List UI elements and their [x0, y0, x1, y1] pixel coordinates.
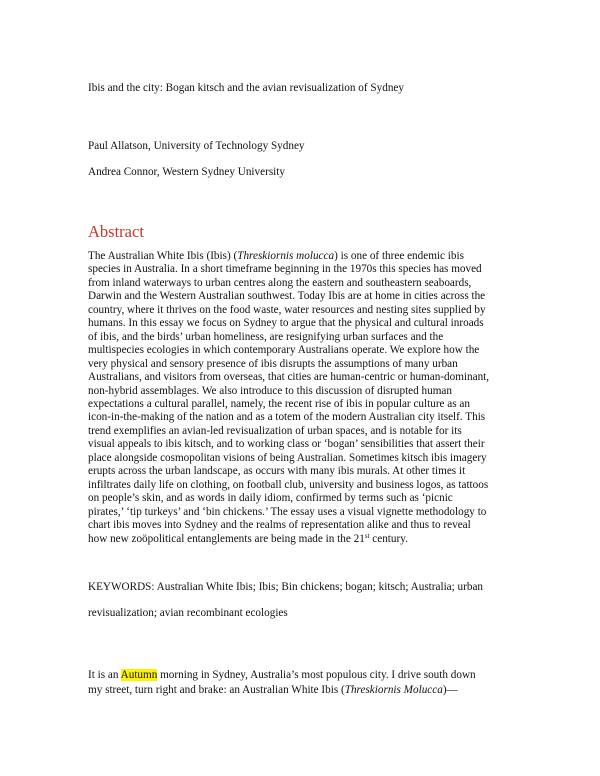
abstract-body	[88, 250, 518, 546]
abstract-line: erupts across the urban landscape, as occurs with many ibis murals. At other times it	[88, 465, 466, 478]
author-2: Andrea Connor, Western Sydney University	[88, 166, 285, 178]
abstract-heading: Abstract	[88, 222, 144, 241]
abstract-line: species in Australia. In a short timeframe beginning in the 1970s this species has moved	[88, 263, 482, 276]
keywords-line: revisualization; avian recombinant ecologies	[88, 607, 288, 619]
abstract-line: chart ibis moves into Sydney and the realms of representation alike and thus to reveal	[88, 519, 471, 532]
abstract-line: pirates,’ ‘tip turkeys’ and ‘bin chickens.’ The essay uses a visual vignette methodology to	[88, 505, 487, 518]
abstract-line: The Australian White Ibis (Ibis) (Threskiornis molucca) is one of three endemic ibis	[88, 250, 464, 262]
author-1: Paul Allatson, University of Technology Sydney	[88, 140, 305, 152]
abstract-line: visual appeals to ibis kitsch, and to working class or ‘bogan’ sensibilities that assert their	[88, 438, 485, 451]
abstract-line: of ibis, and the birds’ urban homeliness, are resignifying urban surfaces and the	[88, 330, 444, 343]
abstract-line: icon-in-the-making of the nation and as a totem of the modern Australian city itself. This	[88, 411, 486, 424]
abstract-line: non-hybrid assemblages. We also introduce to this discussion of disrupted human	[88, 384, 452, 397]
body-line: It is an Autumn morning in Sydney, Australia’s most populous city. I drive south down	[88, 669, 476, 681]
abstract-line: humans. In this essay we focus on Sydney to argue that the physical and cultural inroads	[88, 317, 484, 330]
keywords	[88, 574, 518, 626]
abstract-line: Darwin and the Western Australian southwest. Today Ibis are at home in cities across the	[88, 290, 486, 303]
body-text	[88, 668, 518, 697]
abstract-line: country, where it thrives on the food waste, water resources and nesting sites supplied by	[88, 303, 486, 316]
abstract-line: Australians, and visitors from overseas, that cities are human-centric or human-dominant,	[88, 371, 490, 384]
abstract-line: trend exemplifies an avian-led revisualization of urban spaces, and is notable for its	[88, 424, 462, 437]
keywords-line: KEYWORDS: Australian White Ibis; Ibis; Bin chickens; bogan; kitsch; Australia; urban	[88, 581, 484, 593]
superscript: st	[364, 531, 370, 540]
species-name: Threskiornis Molucca	[344, 683, 443, 696]
species-name: Threskiornis molucca	[237, 250, 335, 262]
abstract-line: how new zoöpolitical entanglements are being made in the 21st century.	[88, 531, 408, 545]
highlighted-word: Autumn	[120, 669, 158, 681]
abstract-line: on people’s skin, and as words in daily idiom, confirmed by terms such as ‘picnic	[88, 492, 453, 505]
abstract-line: place alongside cosmopolitan visions of being Australian. Sometimes kitsch ibis imagery	[88, 451, 487, 464]
abstract-line: expectations a cultural parallel, namely, the recent rise of ibis in popular culture as an	[88, 397, 470, 410]
abstract-line: infiltrates daily life on clothing, on football club, university and business logos, as tattoos	[88, 478, 489, 491]
abstract-line: from inland waterways to urban centres along the eastern and southeastern seaboards,	[88, 276, 472, 289]
body-line: my street, turn right and brake: an Australian White Ibis (Threskiornis Molucca)—	[88, 683, 458, 696]
abstract-line: multispecies ecologies in which contemporary Australians operate. We explore how the	[88, 344, 480, 357]
abstract-line: very physical and sensory presence of ibis disrupts the assumptions of many urban	[88, 357, 458, 370]
paper-title: Ibis and the city: Bogan kitsch and the avian revisualization of Sydney	[88, 82, 404, 94]
